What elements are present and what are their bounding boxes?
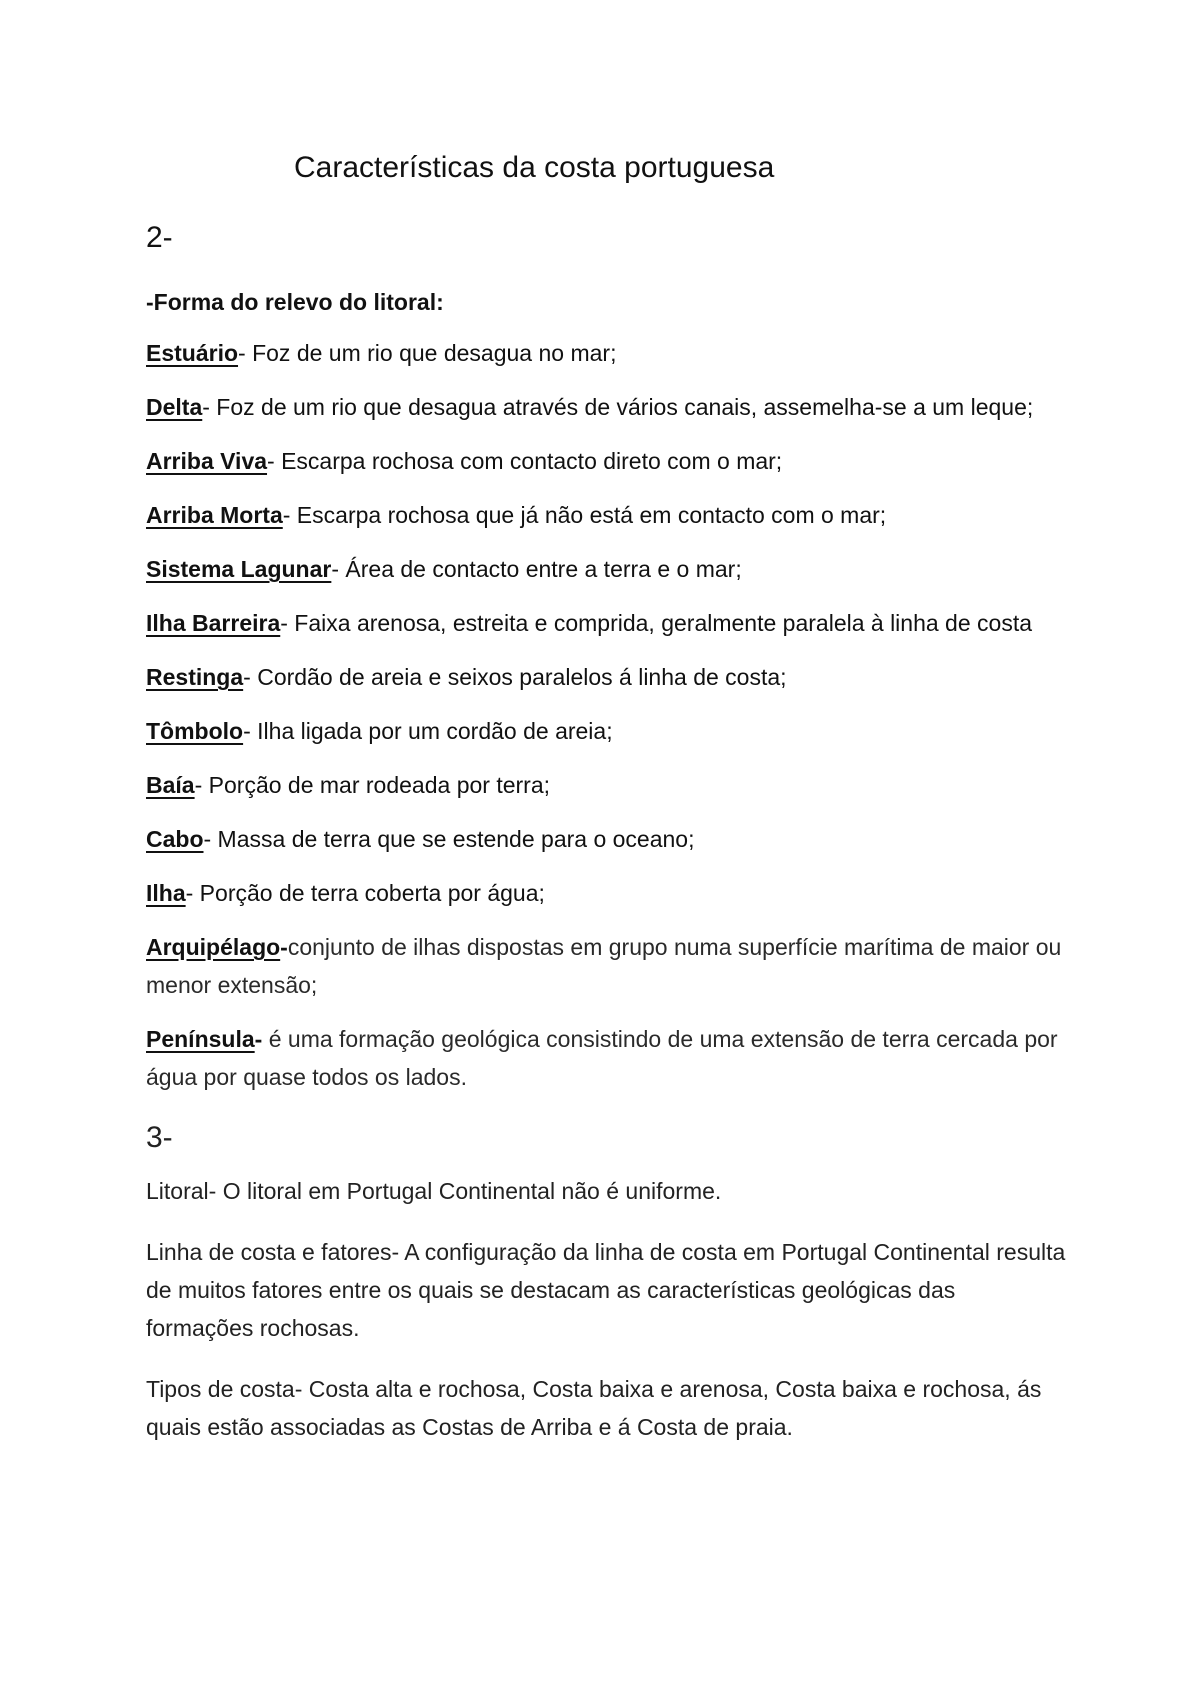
document-content — [146, 148, 1066, 1469]
definition-text: Faixa arenosa, estreita e comprida, geralmente paralela à linha de costa — [287, 610, 1033, 636]
term-separator: - — [238, 340, 246, 366]
definition-term: Ilha Barreira — [146, 610, 281, 636]
term-separator: - — [282, 502, 291, 528]
term-separator: - — [331, 556, 340, 582]
term-separator: - — [243, 664, 251, 690]
definition-entry — [146, 388, 1066, 426]
definition-text: Massa de terra que se estende para o oceano; — [211, 826, 695, 852]
definition-term: Península — [146, 1026, 255, 1052]
definition-text: Ilha ligada por um cordão de areia; — [250, 718, 613, 744]
paragraph: Linha de costa e fatores- A configuração da linha de costa em Portugal Continental resulta de muitos fatores entre os quais se destacam as características geológicas das formações rochosas. — [146, 1239, 1066, 1341]
definition-entry — [146, 496, 1066, 534]
definition-term: Estuário — [146, 340, 239, 366]
document-title: Características da costa portuguesa — [294, 151, 775, 184]
section-2-number: 2- — [146, 221, 173, 254]
term-separator: - — [280, 934, 288, 960]
term-separator: - — [185, 880, 194, 906]
paragraph: Tipos de costa- Costa alta e rochosa, Costa baixa e arenosa, Costa baixa e rochosa, ás quais estão associadas as Costas de Arriba e á Costa de praia. — [146, 1376, 1042, 1440]
term-separator: - — [280, 610, 288, 636]
term-separator: - — [203, 826, 212, 852]
definition-text: Cordão de areia e seixos paralelos á linha de costa; — [250, 664, 787, 690]
definition-entry — [146, 658, 1066, 696]
definition-entry — [146, 712, 1066, 750]
definition-term: Sistema Lagunar — [146, 556, 332, 582]
definition-term: Arriba Morta — [146, 502, 283, 528]
definition-term: Ilha — [146, 880, 186, 906]
section-3-number: 3- — [146, 1121, 173, 1154]
definition-entry — [146, 442, 1066, 480]
section-2 — [146, 218, 1066, 1096]
definition-entry — [146, 820, 1066, 858]
term-separator: - — [267, 448, 275, 474]
definition-entry — [146, 550, 1066, 588]
definition-entry — [146, 928, 1066, 1004]
definition-text: é uma formação geológica consistindo de uma extensão de terra cercada por água por quase todos os lados. — [146, 1026, 1058, 1090]
definition-term: Restinga — [146, 664, 244, 690]
definition-text: conjunto de ilhas dispostas em grupo numa superfície marítima de maior ou menor extensão; — [146, 934, 1062, 998]
definition-term: Arquipélago — [146, 934, 281, 960]
definition-text: Porção de mar rodeada por terra; — [202, 772, 551, 798]
definition-text: Área de contacto entre a terra e o mar; — [339, 556, 742, 582]
definition-text: Foz de um rio que desagua através de vários canais, assemelha-se a um leque; — [209, 394, 1034, 420]
definition-term: Baía — [146, 772, 195, 798]
term-separator: - — [254, 1026, 263, 1052]
definition-entry — [146, 874, 1066, 912]
term-separator: - — [202, 394, 210, 420]
definition-text: Foz de um rio que desagua no mar; — [245, 340, 617, 366]
definition-term: Cabo — [146, 826, 204, 852]
definition-entry — [146, 766, 1066, 804]
definition-entry — [146, 1020, 1066, 1096]
definition-entry — [146, 334, 1066, 372]
paragraph: Litoral- O litoral em Portugal Continental não é uniforme. — [146, 1178, 722, 1204]
term-separator: - — [243, 718, 251, 744]
term-separator: - — [194, 772, 203, 798]
definition-term: Delta — [146, 394, 203, 420]
definition-term: Tômbolo — [146, 718, 244, 744]
definition-term: Arriba Viva — [146, 448, 268, 474]
section-2-heading: -Forma do relevo do litoral: — [146, 289, 444, 315]
definition-text: Escarpa rochosa que já não está em contacto com o mar; — [290, 502, 887, 528]
definition-text: Escarpa rochosa com contacto direto com o mar; — [274, 448, 783, 474]
section-3 — [146, 1118, 1066, 1446]
definition-text: Porção de terra coberta por água; — [193, 880, 545, 906]
definition-entry — [146, 604, 1066, 642]
